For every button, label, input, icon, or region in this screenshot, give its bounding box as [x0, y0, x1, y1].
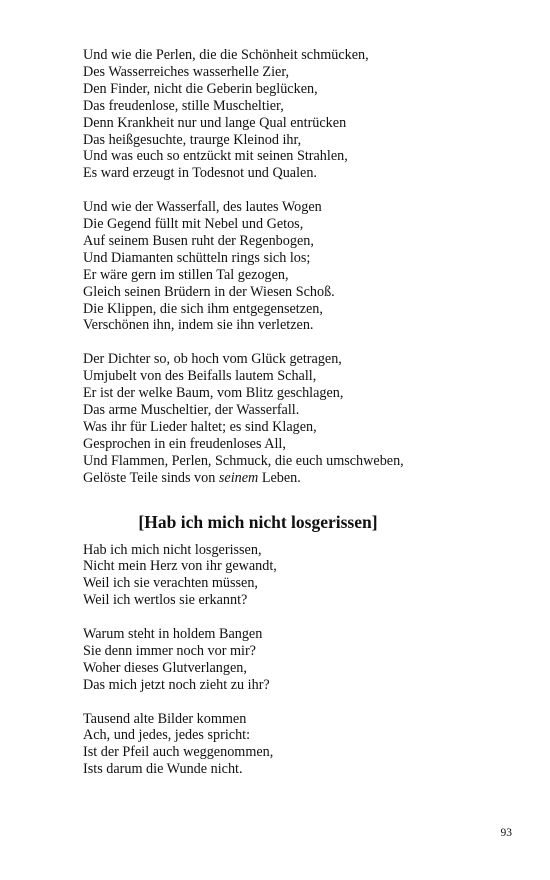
verse-line: Umjubelt von des Beifalls lautem Schall, [83, 368, 317, 385]
verse-line: Sie denn immer noch vor mir? [83, 642, 256, 659]
verse-line: Auf seinem Busen ruht der Regenbogen, [83, 232, 314, 249]
verse-line: Und wie der Wasserfall, des lautes Wogen [83, 199, 322, 216]
verse-line: Das mich jetzt noch zieht zu ihr? [83, 676, 270, 693]
stanza-3 [83, 351, 503, 486]
verse-line: Der Dichter so, ob hoch vom Glück getragen, [83, 351, 342, 368]
verse-line-with-emphasis [83, 470, 503, 487]
verse-line: Er wäre gern im stillen Tal gezogen, [83, 266, 289, 283]
verse-line: Das arme Muscheltier, der Wasserfall. [83, 402, 300, 418]
stanza-1 [83, 47, 503, 182]
verse-line: Ach, und jedes, jedes spricht: [83, 727, 251, 744]
verse-line: Das heißgesuchte, traurge Kleinod ihr, [83, 131, 302, 148]
emphasized-word: seinem [218, 469, 259, 486]
verse-line: Des Wasserreiches wasserhelle Zier, [83, 63, 290, 80]
poem-perlen [83, 47, 503, 487]
verse-line: Nicht mein Herz von ihr gewandt, [83, 558, 277, 575]
verse-line: Woher dieses Glutverlangen, [83, 659, 247, 676]
verse-line: Weil ich sie verachten müssen, [83, 575, 258, 592]
poem-title-block [83, 512, 433, 533]
verse-text: Gelöste Teile sinds von [83, 469, 219, 486]
stanza-break [83, 609, 503, 626]
stanza-2 [83, 626, 503, 694]
stanza-2 [83, 199, 503, 334]
verse-line: Und Diamanten schütteln rings sich los; [83, 249, 311, 266]
verse-line: Ist der Pfeil auch weggenommen, [83, 744, 274, 761]
page-body [83, 47, 503, 778]
verse-text: Leben. [258, 469, 301, 486]
verse-line: Und was euch so entzückt mit seinen Strahlen, [83, 148, 348, 165]
verse-line: Und wie die Perlen, die die Schönheit schmücken, [83, 47, 369, 63]
verse-line: Denn Krankheit nur und lange Qual entrücken [83, 114, 347, 131]
stanza-3 [83, 711, 503, 779]
verse-line: Verschönen ihn, indem sie ihn verletzen. [83, 317, 314, 334]
verse-line: Gesprochen in ein freudenloses All, [83, 435, 286, 452]
stanza-1 [83, 542, 503, 610]
verse-line: Er ist der welke Baum, vom Blitz geschlagen, [83, 385, 344, 402]
verse-line: Warum steht in holdem Bangen [83, 626, 263, 643]
stanza-break [83, 694, 503, 711]
verse-line: Es ward erzeugt in Todesnot und Qualen. [83, 165, 317, 182]
verse-line: Die Klippen, die sich ihm entgegensetzen, [83, 300, 323, 317]
verse-line: Hab ich mich nicht losgerissen, [83, 541, 262, 558]
verse-line: Das freudenlose, stille Muscheltier, [83, 97, 284, 114]
stanza-break [83, 334, 503, 351]
verse-line: Ists darum die Wunde nicht. [83, 761, 243, 778]
verse-line: Was ihr für Lieder haltet; es sind Klagen, [83, 418, 317, 435]
verse-line: Weil ich wertlos sie erkannt? [83, 592, 248, 609]
stanza-break [83, 182, 503, 199]
poem-title: [Hab ich mich nicht losgerissen] [138, 511, 378, 532]
verse-line: Den Finder, nicht die Geberin beglücken, [83, 80, 318, 97]
verse-line: Tausend alte Bilder kommen [83, 710, 247, 727]
page-number: 93 [500, 827, 512, 839]
verse-line: Gleich seinen Brüdern in der Wiesen Schoß. [83, 283, 335, 300]
verse-line: Die Gegend füllt mit Nebel und Getos, [83, 216, 304, 233]
poem-losgerissen [83, 542, 503, 779]
verse-line: Und Flammen, Perlen, Schmuck, die euch umschweben, [83, 452, 404, 469]
